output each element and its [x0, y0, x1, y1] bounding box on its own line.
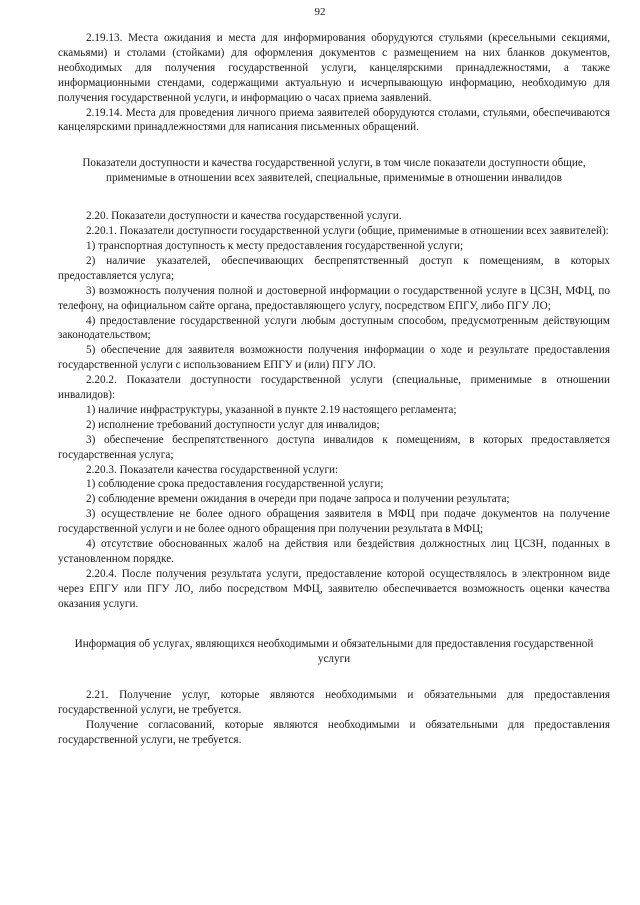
- paragraph-2-20-2: 2.20.2. Показатели доступности государственной услуги (специальные, применимые в отношении инвалидов):: [58, 374, 610, 402]
- list-item: 3) возможность получения полной и достоверной информации о государственной услуге в ЦСЗН, МФЦ, по телефону, на официальном сайте органа, предоставляющего услугу, посредством ЕПГУ, либо ПГУ ЛО;: [58, 284, 610, 312]
- list-item: 2) наличие указателей, обеспечивающих беспрепятственный доступ к помещениям, в которых предоставляется услуга;: [58, 254, 610, 282]
- spacer: [58, 135, 610, 156]
- section-heading-required-services: Информация об услугах, являющихся необходимыми и обязательными для предоставления государственной услуги: [74, 637, 594, 665]
- spacer: [58, 186, 610, 209]
- list-item: 3) осуществление не более одного обращения заявителя в МФЦ при подаче документов на получение государственной услуги и не более одного обращения при получении результата в МФЦ;: [58, 508, 610, 536]
- list-item: 1) транспортная доступность к месту предоставления государственной услуги;: [86, 239, 464, 252]
- spacer: [58, 612, 610, 637]
- list-item: 2) исполнение требований доступности услуг для инвалидов;: [86, 418, 380, 431]
- list-item: 1) соблюдение срока предоставления государственной услуги;: [86, 478, 384, 491]
- list-item: 1) наличие инфраструктуры, указанной в пункте 2.19 настоящего регламента;: [86, 403, 457, 416]
- list-item: 2) соблюдение времени ожидания в очереди при подаче запроса и получении результата;: [86, 493, 510, 506]
- section-heading-accessibility: Показатели доступности и качества государственной услуги, в том числе показатели доступности общие, применимые в отношении всех заявителей, специальные, применимые в отношении инвалидов: [82, 157, 586, 185]
- list-item: 4) отсутствие обоснованных жалоб на действия или бездействия должностных лиц ЦСЗН, поданных в установленном порядке.: [58, 538, 610, 565]
- list-item: 3) обеспечение беспрепятственного доступа инвалидов к помещениям, в которых предоставляется государственная услуга;: [58, 433, 610, 461]
- spacer: [58, 666, 610, 688]
- paragraph-2-20-1: 2.20.1. Показатели доступности государственной услуги (общие, применимые в отношении всех заявителей):: [86, 225, 609, 238]
- paragraph-2-20-4: 2.20.4. После получения результата услуги, предоставление которой осуществлялось в электронном виде через ЕПГУ или ПГУ ЛО, либо посредством МФЦ, заявителю обеспечивается возможность оценки качества оказания услуги.: [58, 567, 610, 610]
- page-number: 92: [314, 6, 326, 18]
- list-item: 4) предоставление государственной услуги любым доступным способом, предусмотренным действующим законодательством;: [58, 314, 610, 342]
- list-item: 5) обеспечение для заявителя возможности получения информации о ходе и результате предоставления государственной услуги с использованием ЕПГУ и (или) ПГУ ЛО.: [58, 344, 610, 372]
- page-content: [58, 31, 610, 748]
- paragraph-approvals: Получение согласований, которые являются необходимыми и обязательными для предоставления государственной услуги, не требуется.: [58, 719, 610, 747]
- paragraph-2-19-13: 2.19.13. Места ожидания и места для информирования оборудуются стульями (кресельными секциями, скамьями) и столами (стойками) для оформления документов с размещением на них бланков документов, необходимых для получения государственной услуги, канцелярскими принадлежностями, а также информационными стендами, содержащими актуальную и исчерпывающую информацию, необходимую для получения государственной услуги, и информацию о часах приема заявлений.: [58, 32, 610, 104]
- paragraph-2-21: 2.21. Получение услуг, которые являются необходимыми и обязательными для предоставления государственной услуги, не требуется.: [58, 689, 610, 717]
- paragraph-2-20: 2.20. Показатели доступности и качества государственной услуги.: [86, 210, 402, 223]
- paragraph-2-19-14: 2.19.14. Места для проведения личного приема заявителей оборудуются столами, стульями, обеспечиваются канцелярскими принадлежностями для написания письменных обращений.: [58, 106, 610, 134]
- paragraph-2-20-3: 2.20.3. Показатели качества государственной услуги:: [86, 463, 339, 476]
